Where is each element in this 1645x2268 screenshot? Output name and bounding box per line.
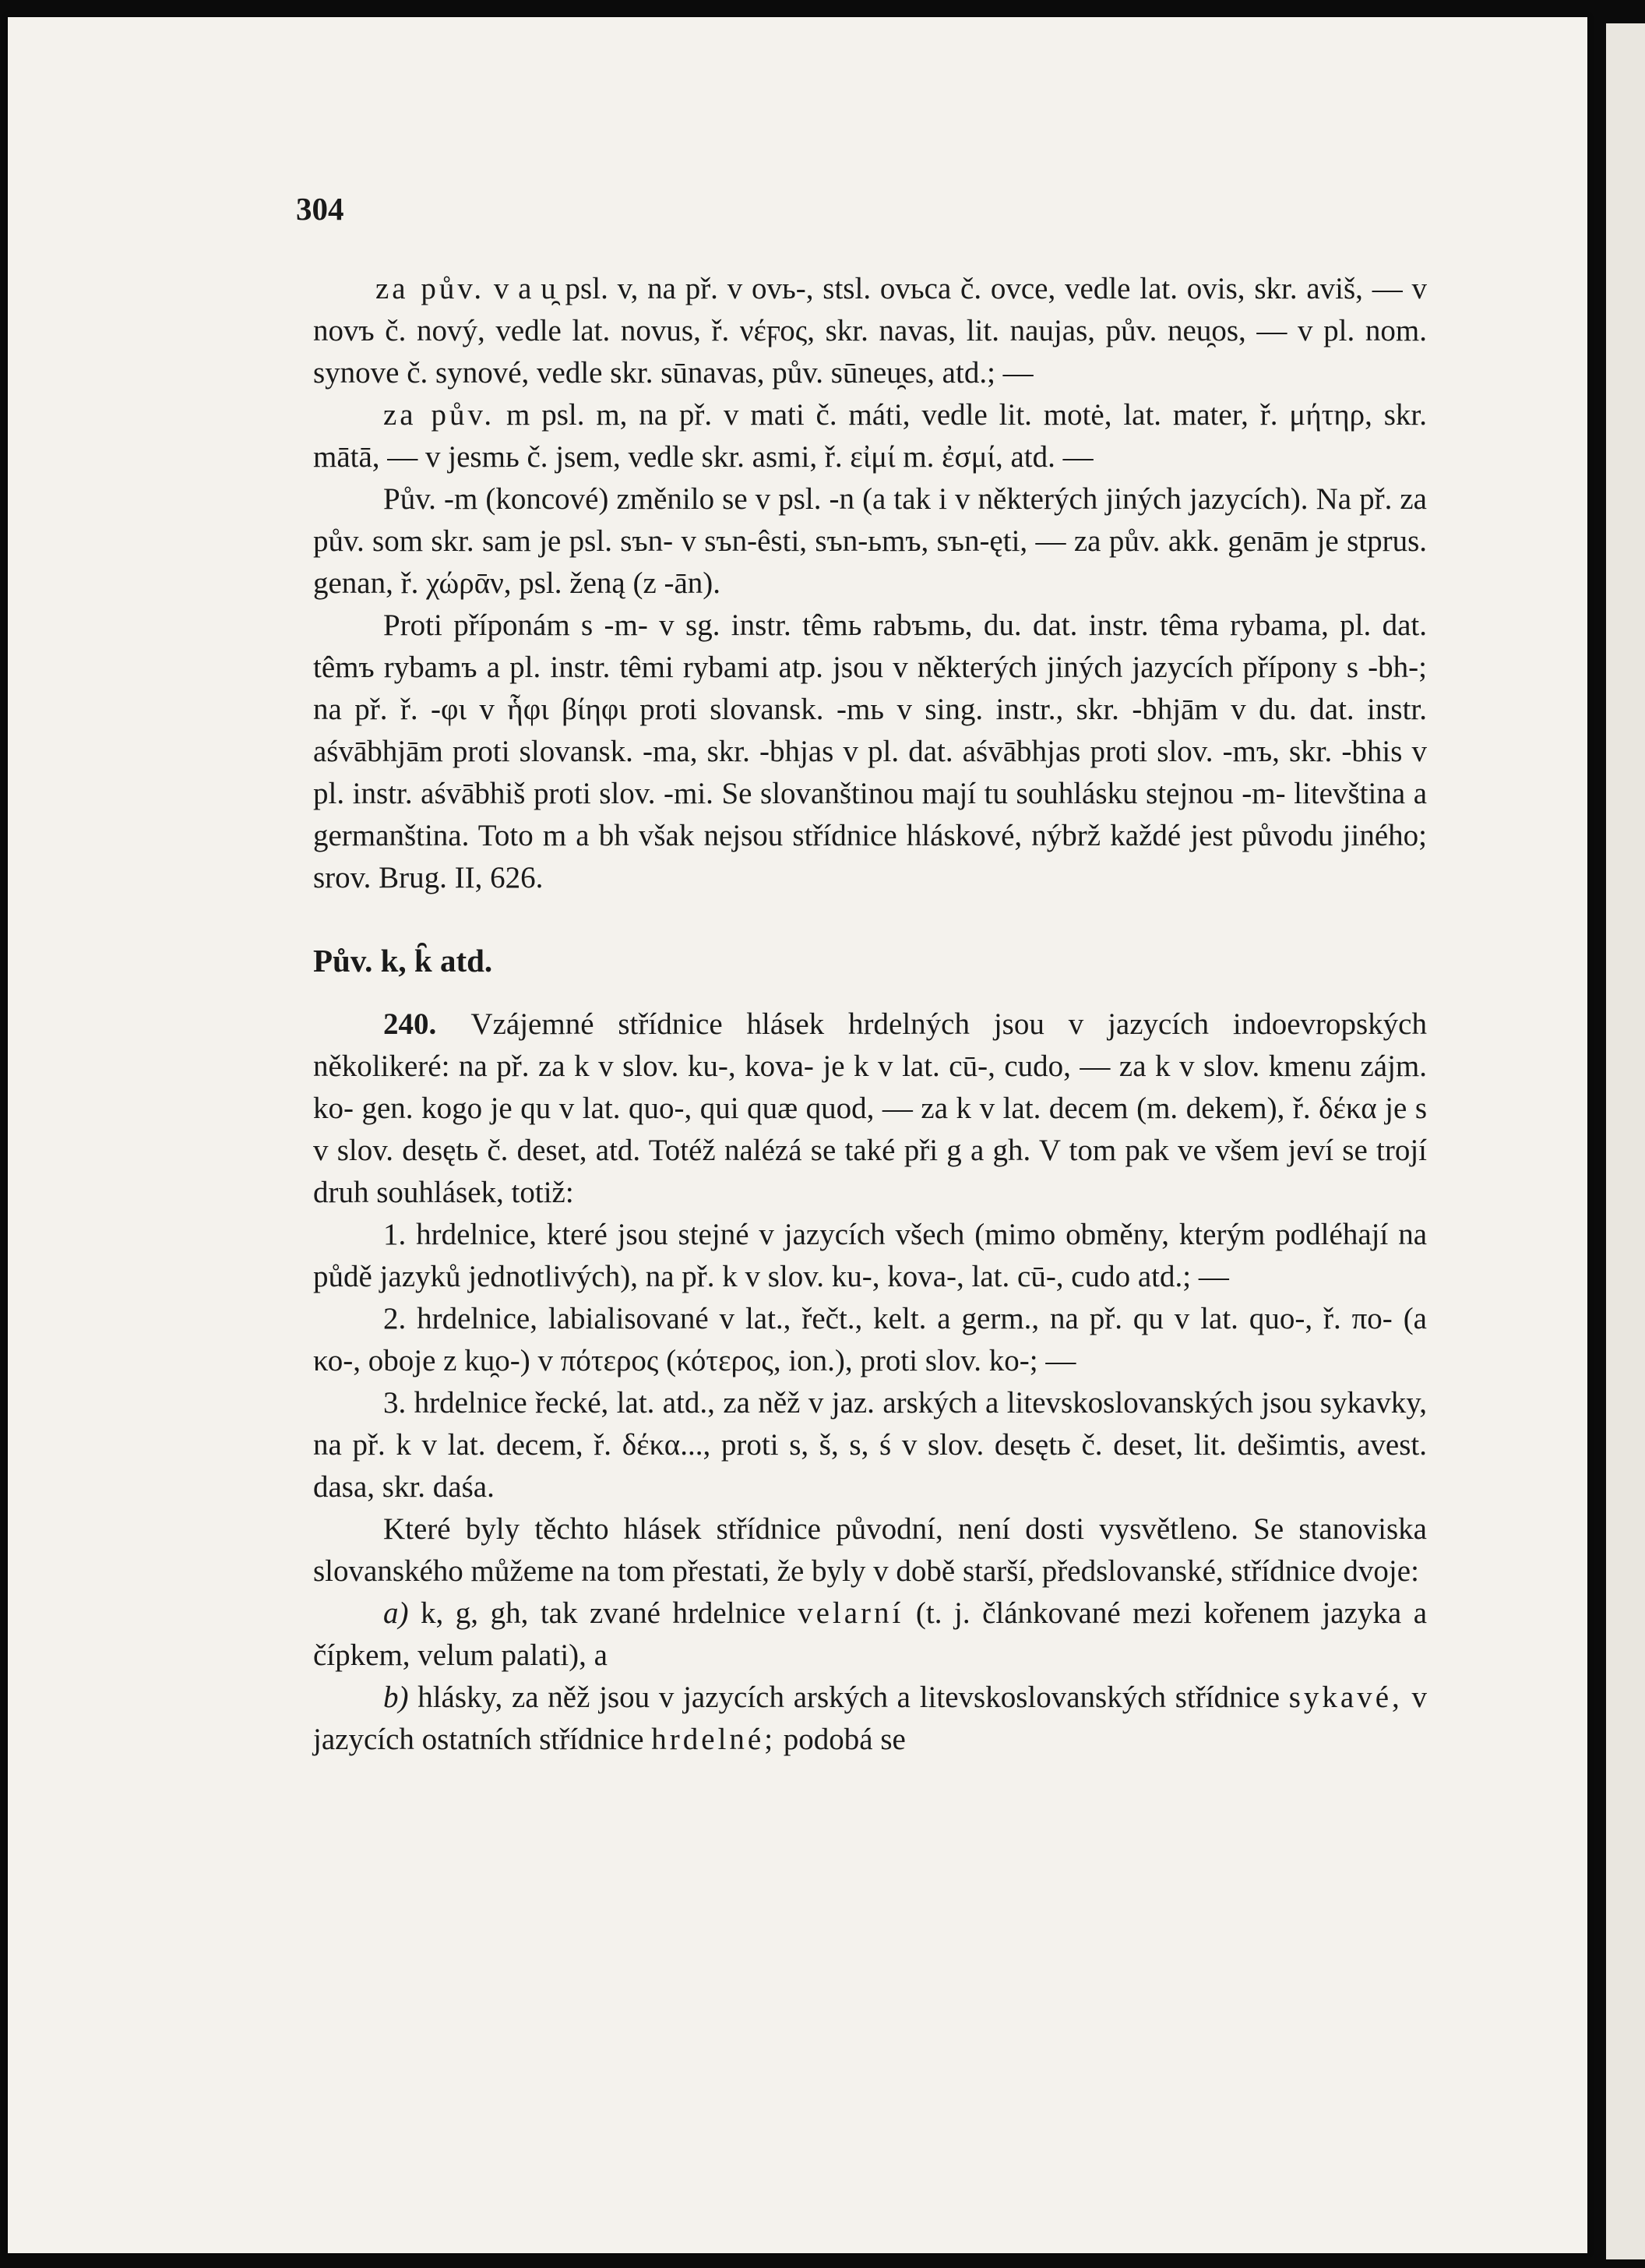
section-intro: 240. Vzájemné střídnice hlásek hrdelných jsou v jazycích indoevropských několikeré: na př. za k v slov. ku-, kova- je k v lat. cū-, cudo, — za k v slov. kmenu zájm. ko- gen. kogo je qu v lat. quo-, qui quæ quod, — za k v lat. decem (m. dekem), ř. δέκα je s v slov. desętь č. deset, atd. Totéž nalézá se také při g a gh. V tom pak ve všem jeví se trojí druh souhlásek, totiž:: [313, 1007, 1427, 1209]
option-b: b) hlásky, za něž jsou v jazycích arských a litevskoslovanských střídnice sykavé, v jazycích ostatních střídnice hrdelné; podobá se: [313, 1681, 1428, 1756]
paragraph: Pův. -m (koncové) změnilo se v psl. -n (a tak i v některých jiných jazycích). Na př. za pův. som skr. sam je psl. sъn- v sъn-êsti, sъn-ьmъ, sъn-ęti, — za pův. akk. genām je stprus. genan, ř. χώρᾱν, psl. ženą (z -ān).: [313, 482, 1427, 600]
book-page: [8, 17, 1587, 2253]
page-body: [313, 268, 1427, 1761]
option-a: a) k, g, gh, tak zvané hrdelnice velarní (t. j. článkované mezi kořenem jazyka a čípkem, velum palati), a: [313, 1596, 1428, 1672]
paragraph: Proti příponám s -m- v sg. instr. têmь rabъmь, du. dat. instr. têma rybama, pl. dat. têmъ rybamъ a pl. instr. têmi rybami atp. jsou v některých jiných jazycích přípony s -bh-; na př. ř. -φι v ἧφι βίηφι proti slovansk. -mь v sing. instr., skr. -bhjām v du. dat. instr. aśvābhjām proti slovansk. -ma, skr. -bhjas v pl. dat. aśvābhjas proti slov. -mъ, skr. -bhis v pl. instr. aśvābhiš proti slov. -mi. Se slovanštinou mají tu souhlásku stejnou -m- litevština a germanština. Toto m a bh však nejsou střídnice hláskové, nýbrž každé jest původu jiného; srov. Brug. II, 626.: [313, 608, 1427, 894]
section-heading: Pův. k, k̑ atd.: [313, 943, 493, 979]
list-item: 3. hrdelnice řecké, lat. atd., za něž v jaz. arských a litevskoslovanských jsou sykavky, na př. k v lat. decem, ř. δέκα..., proti s, š, s, ś v slov. desętь č. deset, lit. dešimtis, avest. dasa, skr. daśa.: [313, 1386, 1427, 1504]
list-item: 1. hrdelnice, které jsou stejné v jazycích všech (mimo obměny, kterým podléhají na půdě jazyků jednotlivých), na př. k v slov. ku-, kova-, lat. cū-, cudo atd.; —: [313, 1218, 1427, 1293]
paragraph: za pův. m psl. m, na př. v mati č. máti, vedle lit. motė, lat. mater, ř. μήτηρ, skr. mātā, — v jesmь č. jsem, vedle skr. asmi, ř. εἰμί m. ἐσμί, atd. —: [313, 398, 1428, 474]
paragraph: Které byly těchto hlásek střídnice původní, není dosti vysvětleno. Se stanoviska slovanského můžeme na tom přestati, že byly v době starší, předslovanské, střídnice dvoje:: [313, 1512, 1427, 1588]
paragraph: za pův. v a u̯ psl. v, na př. v ovь-, stsl. ovьca č. ovce, vedle lat. ovis, skr. aviš, — v novъ č. nový, vedle lat. novus, ř. νέϝος, skr. navas, lit. naujas, pův. neu̯os, — v pl. nom. synove č. synové, vedle skr. sūnavas, pův. sūneu̯es, atd.; —: [313, 272, 1427, 390]
adjacent-page-edge: [1606, 23, 1645, 2259]
section-number: 240.: [383, 1007, 437, 1041]
page-number: 304: [296, 191, 344, 227]
list-item: 2. hrdelnice, labialisované v lat., řečt., kelt. a germ., na př. qu v lat. quo-, ř. πο- (a κο-, oboje z ku̯o-) v πότερος (κότερος, ion.), proti slov. ko-; —: [313, 1302, 1427, 1377]
